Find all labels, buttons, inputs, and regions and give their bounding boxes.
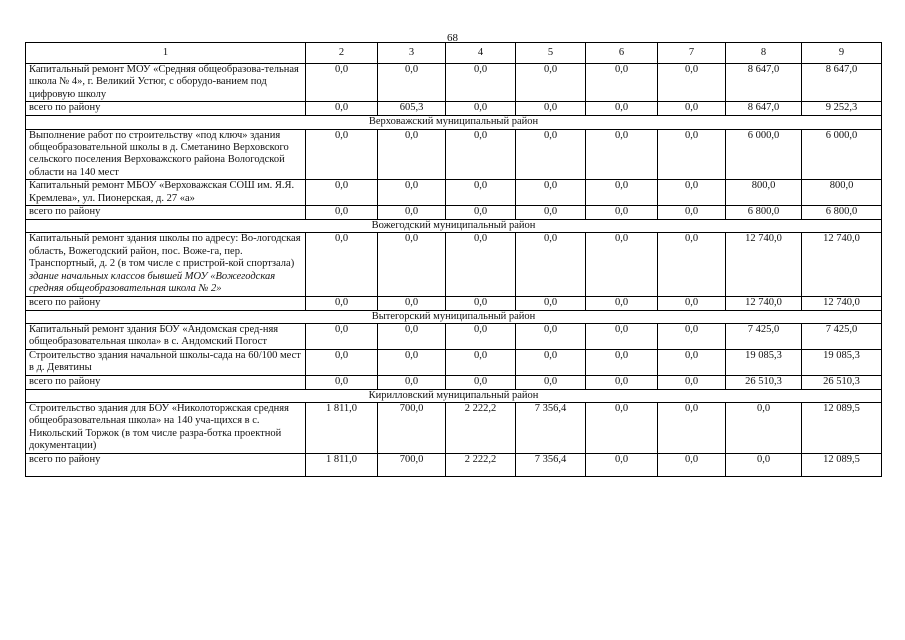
row-description xyxy=(26,180,306,206)
page-number: 68 xyxy=(447,32,458,44)
description-text: всего по району xyxy=(29,206,101,218)
row-description xyxy=(26,64,306,102)
value-cell: 12 740,0 xyxy=(802,296,882,310)
value-cell: 0,0 xyxy=(586,349,658,375)
value-cell: 0,0 xyxy=(446,296,516,310)
value-cell: 2 222,2 xyxy=(446,402,516,453)
value-cell: 0,0 xyxy=(306,64,378,102)
value-cell: 0,0 xyxy=(446,180,516,206)
description-text: Капитальный ремонт МОУ «Средняя общеобразова-тельная школа № 4», г. Великий Устюг, с оборудо-ванием под цифровую школу xyxy=(29,64,299,100)
value-cell: 19 085,3 xyxy=(726,349,802,375)
budget-table xyxy=(25,42,882,477)
value-cell: 0,0 xyxy=(516,129,586,180)
value-cell: 6 800,0 xyxy=(726,206,802,220)
value-cell: 8 647,0 xyxy=(802,64,882,102)
value-cell: 0,0 xyxy=(306,206,378,220)
value-cell: 0,0 xyxy=(586,402,658,453)
value-cell: 0,0 xyxy=(586,323,658,349)
value-cell: 0,0 xyxy=(378,375,446,389)
description-text: Капитальный ремонт здания БОУ «Андомская сред-няя общеобразовательная школа» в с. Андомский Погост xyxy=(29,323,279,348)
value-cell: 0,0 xyxy=(378,323,446,349)
description-text: Выполнение работ по строительству «под ключ» здания общеобразовательной школы в д. Сметанино Верховского сельского поселения Верховажского района Вологодской области на 140 мест xyxy=(29,129,289,178)
value-cell: 0,0 xyxy=(446,323,516,349)
value-cell: 0,0 xyxy=(658,402,726,453)
value-cell: 8 647,0 xyxy=(726,64,802,102)
value-cell: 0,0 xyxy=(378,233,446,296)
table-row xyxy=(26,180,882,206)
value-cell: 0,0 xyxy=(446,129,516,180)
value-cell: 8 647,0 xyxy=(726,102,802,116)
value-cell: 0,0 xyxy=(378,129,446,180)
total-row xyxy=(26,102,882,116)
value-cell: 0,0 xyxy=(446,64,516,102)
table-row xyxy=(26,64,882,102)
value-cell: 12 740,0 xyxy=(726,296,802,310)
value-cell: 0,0 xyxy=(306,180,378,206)
row-description xyxy=(26,296,306,310)
table-row xyxy=(26,349,882,375)
row-description xyxy=(26,102,306,116)
value-cell: 9 252,3 xyxy=(802,102,882,116)
district-header-row xyxy=(26,116,882,129)
value-cell: 0,0 xyxy=(658,64,726,102)
district-header-row xyxy=(26,220,882,233)
value-cell: 6 000,0 xyxy=(726,129,802,180)
row-description xyxy=(26,375,306,389)
description-text: Капитальный ремонт здания школы по адресу: Во-логодская область, Вожегодский район, пос. Воже-га, пер. Транспортный, д. 2 (в том числе с пристрой-кой спортзала) xyxy=(29,233,301,270)
value-cell: 0,0 xyxy=(446,206,516,220)
value-cell: 0,0 xyxy=(516,102,586,116)
value-cell: 1 811,0 xyxy=(306,402,378,453)
description-text: Строительство здания для БОУ «Николоторжская средняя общеобразовательная школа» на 140 уча-щихся в с. Никольский Торжок (в том числе разра-ботка проектной документации) xyxy=(29,402,289,452)
value-cell: 0,0 xyxy=(446,233,516,296)
total-row xyxy=(26,375,882,389)
row-description xyxy=(26,453,306,476)
value-cell: 0,0 xyxy=(306,349,378,375)
total-row xyxy=(26,206,882,220)
table-row xyxy=(26,129,882,180)
row-description xyxy=(26,402,306,453)
value-cell: 6 000,0 xyxy=(802,129,882,180)
value-cell: 0,0 xyxy=(658,233,726,296)
value-cell: 7 425,0 xyxy=(726,323,802,349)
value-cell: 0,0 xyxy=(516,375,586,389)
value-cell: 0,0 xyxy=(378,64,446,102)
value-cell: 7 356,4 xyxy=(516,453,586,476)
value-cell: 0,0 xyxy=(658,102,726,116)
description-text: всего по району xyxy=(29,296,101,308)
total-row xyxy=(26,296,882,310)
row-description xyxy=(26,233,306,296)
description-text: Капитальный ремонт МБОУ «Верховажская СОШ им. Я.Я. Кремлева», ул. Пионерская, д. 27 «а» xyxy=(29,180,295,204)
value-cell: 0,0 xyxy=(516,323,586,349)
value-cell: 12 740,0 xyxy=(802,233,882,296)
value-cell: 0,0 xyxy=(586,64,658,102)
column-header: 2 xyxy=(306,43,378,64)
value-cell: 0,0 xyxy=(586,233,658,296)
row-description xyxy=(26,323,306,349)
table-body xyxy=(26,43,882,477)
value-cell: 0,0 xyxy=(586,102,658,116)
column-header: 4 xyxy=(446,43,516,64)
value-cell: 0,0 xyxy=(378,296,446,310)
value-cell: 0,0 xyxy=(306,296,378,310)
description-text: Строительство здания начальной школы-сада на 60/100 мест в д. Девятины xyxy=(29,349,301,374)
value-cell: 0,0 xyxy=(658,323,726,349)
description-text: всего по району xyxy=(29,102,101,114)
value-cell: 0,0 xyxy=(516,233,586,296)
total-row xyxy=(26,453,882,476)
value-cell: 0,0 xyxy=(586,206,658,220)
value-cell: 0,0 xyxy=(516,296,586,310)
value-cell: 800,0 xyxy=(802,180,882,206)
value-cell: 7 356,4 xyxy=(516,402,586,453)
row-description xyxy=(26,206,306,220)
value-cell: 800,0 xyxy=(726,180,802,206)
district-header-row xyxy=(26,389,882,402)
row-description xyxy=(26,129,306,180)
value-cell: 0,0 xyxy=(586,375,658,389)
value-cell: 0,0 xyxy=(658,180,726,206)
table-row xyxy=(26,233,882,296)
value-cell: 12 089,5 xyxy=(802,453,882,476)
value-cell: 7 425,0 xyxy=(802,323,882,349)
district-name: Вожегодский муниципальный район xyxy=(26,220,882,233)
value-cell: 0,0 xyxy=(658,349,726,375)
value-cell: 700,0 xyxy=(378,453,446,476)
table-header-row xyxy=(26,43,882,64)
value-cell: 0,0 xyxy=(516,180,586,206)
district-name: Верховажский муниципальный район xyxy=(26,116,882,129)
value-cell: 26 510,3 xyxy=(802,375,882,389)
value-cell: 1 811,0 xyxy=(306,453,378,476)
value-cell: 0,0 xyxy=(658,375,726,389)
value-cell: 0,0 xyxy=(306,375,378,389)
value-cell: 6 800,0 xyxy=(802,206,882,220)
table-row xyxy=(26,402,882,453)
value-cell: 0,0 xyxy=(446,349,516,375)
value-cell: 0,0 xyxy=(306,233,378,296)
column-header: 6 xyxy=(586,43,658,64)
column-header: 1 xyxy=(26,43,306,64)
value-cell: 605,3 xyxy=(378,102,446,116)
value-cell: 0,0 xyxy=(658,453,726,476)
value-cell: 0,0 xyxy=(586,180,658,206)
value-cell: 0,0 xyxy=(586,129,658,180)
value-cell: 0,0 xyxy=(516,349,586,375)
value-cell: 0,0 xyxy=(306,129,378,180)
district-name: Вытегорский муниципальный район xyxy=(26,310,882,323)
value-cell: 0,0 xyxy=(726,453,802,476)
district-name: Кирилловский муниципальный район xyxy=(26,389,882,402)
column-header: 8 xyxy=(726,43,802,64)
value-cell: 0,0 xyxy=(306,102,378,116)
value-cell: 26 510,3 xyxy=(726,375,802,389)
value-cell: 19 085,3 xyxy=(802,349,882,375)
value-cell: 0,0 xyxy=(726,402,802,453)
value-cell: 0,0 xyxy=(306,323,378,349)
value-cell: 0,0 xyxy=(378,206,446,220)
value-cell: 0,0 xyxy=(446,375,516,389)
column-header: 7 xyxy=(658,43,726,64)
value-cell: 0,0 xyxy=(378,349,446,375)
value-cell: 0,0 xyxy=(586,296,658,310)
value-cell: 0,0 xyxy=(378,180,446,206)
value-cell: 0,0 xyxy=(658,206,726,220)
value-cell: 12 089,5 xyxy=(802,402,882,453)
row-description xyxy=(26,349,306,375)
value-cell: 2 222,2 xyxy=(446,453,516,476)
value-cell: 0,0 xyxy=(516,64,586,102)
description-text: всего по району xyxy=(29,453,101,465)
description-italic-text: здание начальных классов бывшей МОУ «Вожегодская средняя общеобразовательная школа № 2» xyxy=(29,270,276,295)
value-cell: 700,0 xyxy=(378,402,446,453)
value-cell: 0,0 xyxy=(658,296,726,310)
table-row xyxy=(26,323,882,349)
column-header: 5 xyxy=(516,43,586,64)
column-header: 9 xyxy=(802,43,882,64)
value-cell: 0,0 xyxy=(446,102,516,116)
description-text: всего по району xyxy=(29,375,101,387)
value-cell: 0,0 xyxy=(658,129,726,180)
value-cell: 12 740,0 xyxy=(726,233,802,296)
column-header: 3 xyxy=(378,43,446,64)
district-header-row xyxy=(26,310,882,323)
value-cell: 0,0 xyxy=(586,453,658,476)
value-cell: 0,0 xyxy=(516,206,586,220)
